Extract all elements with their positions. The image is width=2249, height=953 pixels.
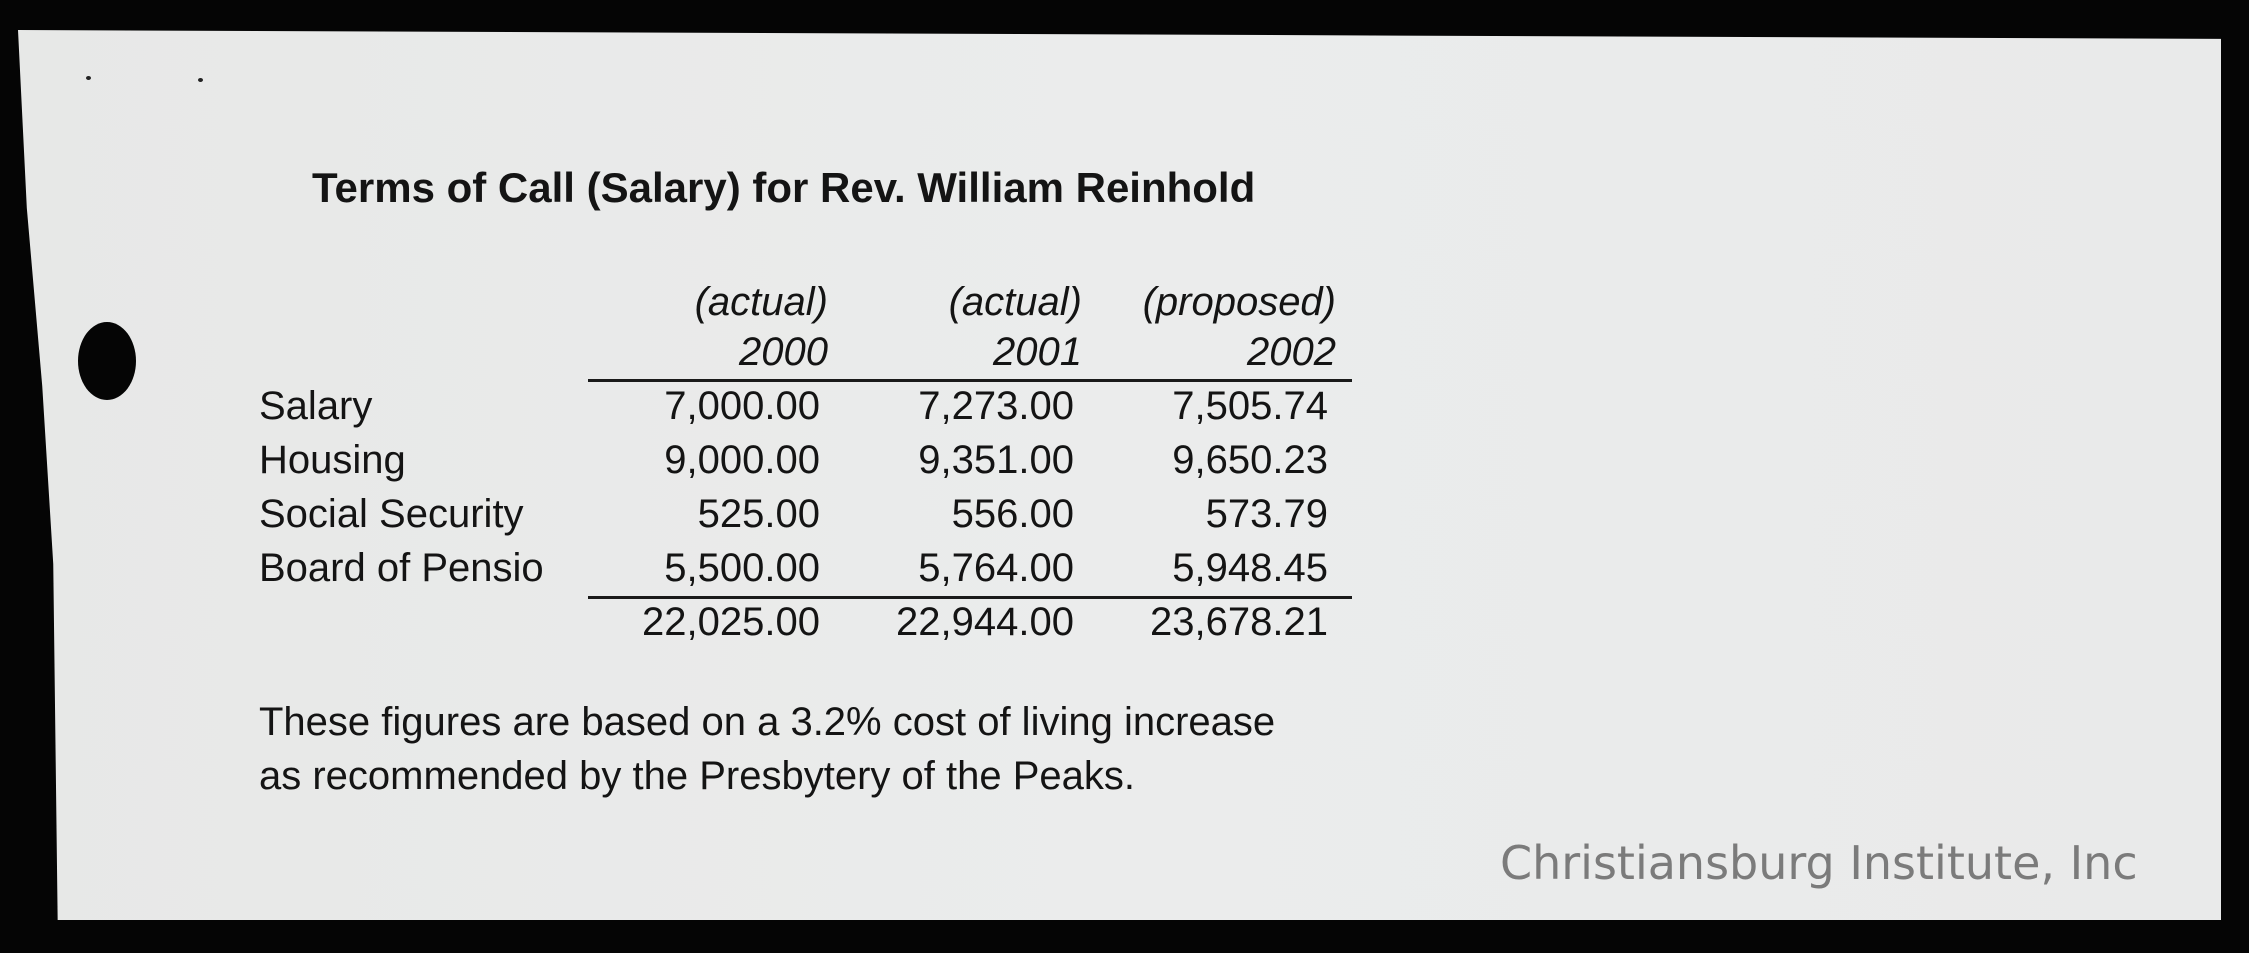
row-label-social-security: Social Security: [259, 492, 524, 536]
note-line-2: as recommended by the Presbytery of the Peaks.: [259, 754, 1135, 798]
column-year-2001: 2001: [993, 330, 1082, 374]
row-label-salary: Salary: [259, 384, 373, 428]
header-rule: [588, 379, 1352, 382]
cell-pensions-2002: 5,948.45: [1172, 546, 1328, 590]
cell-housing-2001: 9,351.00: [918, 438, 1074, 482]
cell-salary-2000: 7,000.00: [664, 384, 820, 428]
column-status-2002: (proposed): [1142, 280, 1336, 324]
column-year-2002: 2002: [1247, 330, 1336, 374]
cell-social-security-2000: 525.00: [697, 492, 820, 536]
column-status-2000: (actual): [694, 280, 828, 324]
total-2002: 23,678.21: [1150, 600, 1328, 644]
watermark: Christiansburg Institute, Inc: [1500, 836, 2138, 890]
cell-housing-2002: 9,650.23: [1172, 438, 1328, 482]
cell-housing-2000: 9,000.00: [664, 438, 820, 482]
cell-pensions-2001: 5,764.00: [918, 546, 1074, 590]
column-status-2001: (actual): [948, 280, 1082, 324]
punch-hole: [78, 322, 136, 400]
paper-speck: [86, 76, 91, 80]
cell-pensions-2000: 5,500.00: [664, 546, 820, 590]
paper-speck: [198, 78, 203, 82]
column-year-2000: 2000: [739, 330, 828, 374]
row-label-board-of-pensions: Board of Pensio: [259, 546, 544, 590]
cell-social-security-2001: 556.00: [951, 492, 1074, 536]
row-label-housing: Housing: [259, 438, 406, 482]
total-2001: 22,944.00: [896, 600, 1074, 644]
document-title: Terms of Call (Salary) for Rev. William Reinhold: [312, 164, 1256, 211]
cell-salary-2001: 7,273.00: [918, 384, 1074, 428]
totals-rule: [588, 596, 1352, 599]
total-2000: 22,025.00: [642, 600, 820, 644]
note-line-1: These figures are based on a 3.2% cost of living increase: [259, 700, 1276, 744]
cell-salary-2002: 7,505.74: [1172, 384, 1328, 428]
cell-social-security-2002: 573.79: [1205, 492, 1328, 536]
